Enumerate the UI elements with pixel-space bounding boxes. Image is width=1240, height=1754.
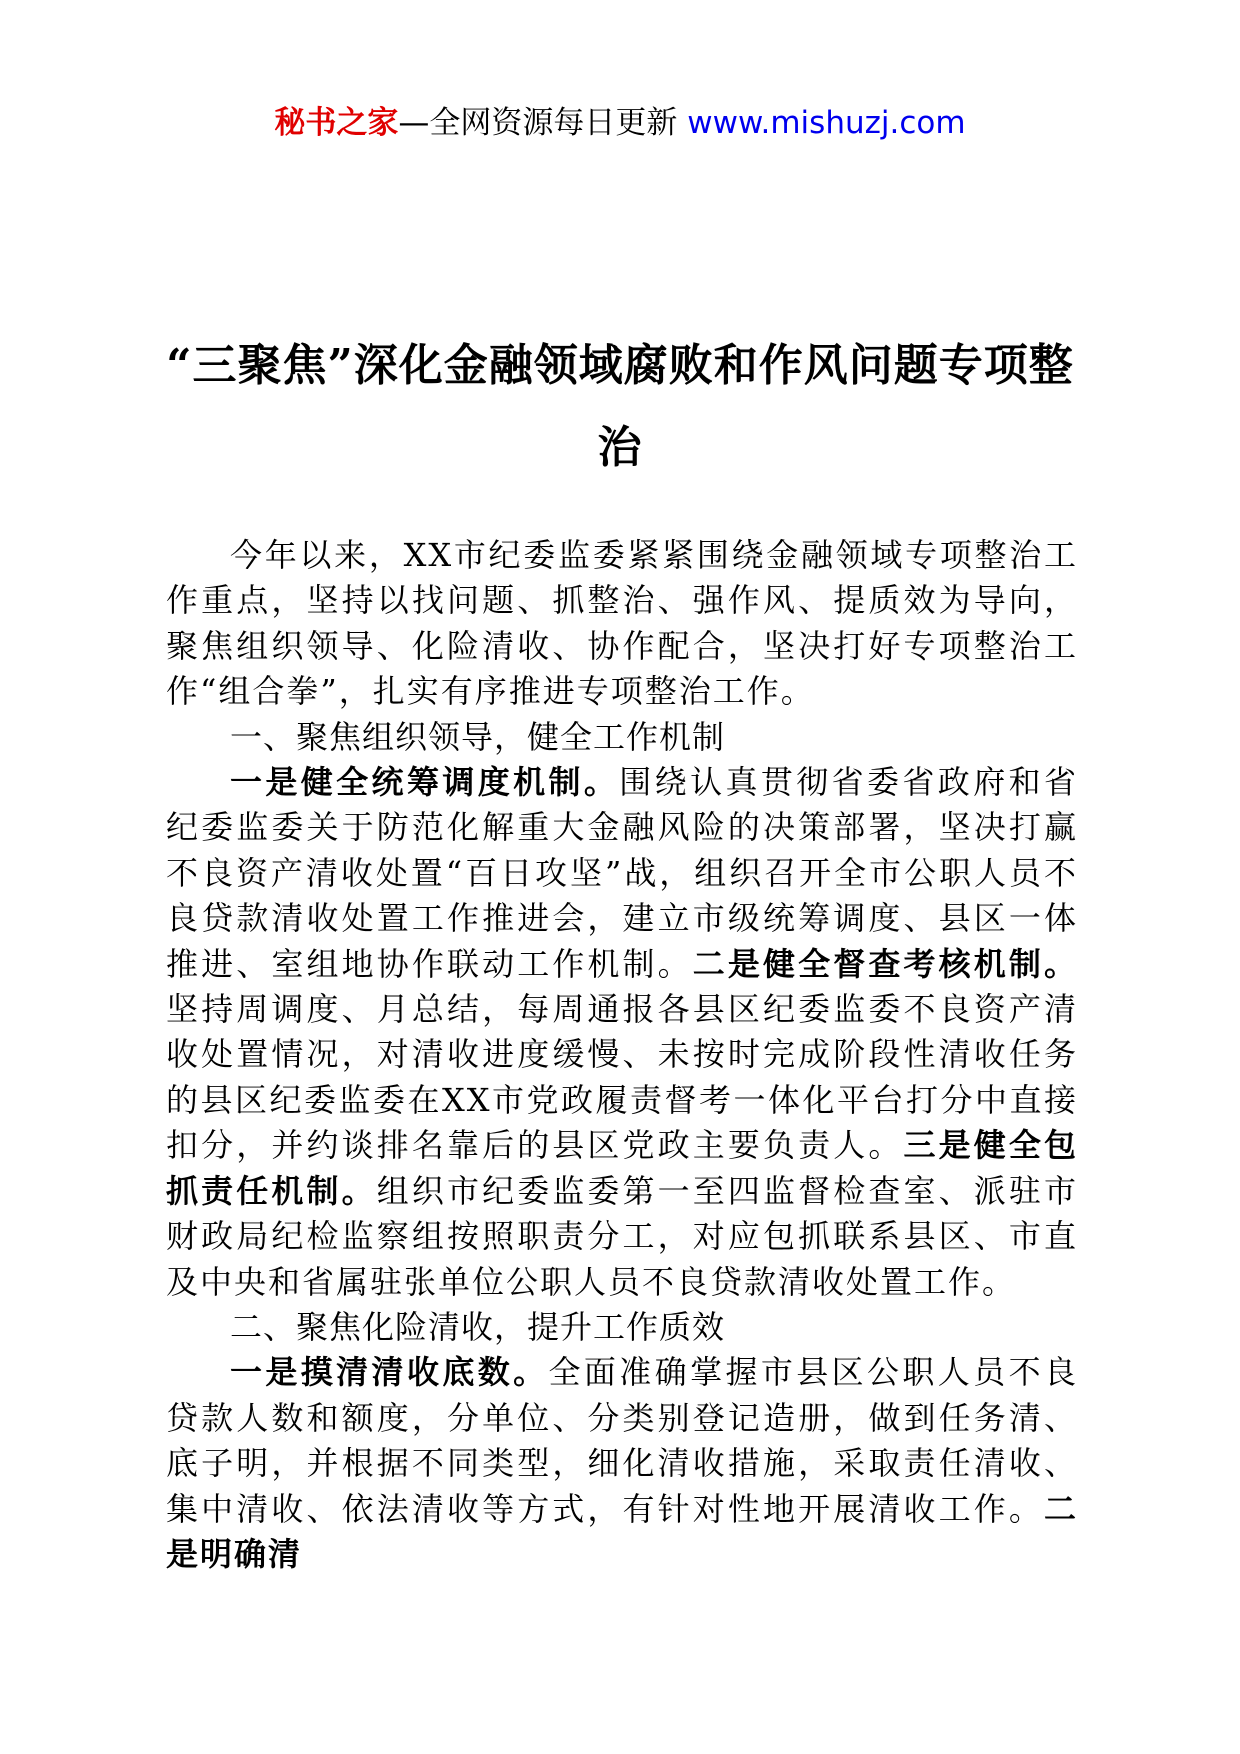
site-header bbox=[0, 100, 1240, 146]
point-text: 组织市纪委监委第一至四监督检查室、派驻市财政局纪检监察组按照职责分工，对应包抓联系县区、市直及中央和省属驻张单位公职人员不良贷款清收处置工作。 bbox=[166, 1171, 1078, 1301]
document-title: “三聚焦”深化金融领域腐败和作风问题专项整治 bbox=[166, 340, 1074, 473]
point-text: 全面准确掌握市县区公职人员不良贷款人数和额度，分单位、分类别登记造册，做到任务清、底子明，并根据不同类型，细化清收措施，采取责任清收、集中清收、依法清收等方式，有针对性地开展清收工作。 bbox=[166, 1353, 1078, 1528]
document-body bbox=[166, 533, 1078, 1577]
point-heading: 二是明确清 bbox=[166, 1489, 1078, 1573]
intro-paragraph: 今年以来，XX市纪委监委紧紧围绕金融领域专项整治工作重点，坚持以找问题、抓整治、强作风、提质效为导向，聚焦组织领导、化险清收、协作配合，坚决打好专项整治工作“组合拳”，扎实有序推进专项整治工作。 bbox=[166, 536, 1078, 711]
point-heading: 一是摸清清收底数。 bbox=[230, 1353, 549, 1392]
point-text: 坚持周调度、月总结，每周通报各县区纪委监委不良资产清收处置情况，对清收进度缓慢、未按时完成阶段性清收任务的县区纪委监委在XX市党政履责督考一体化平台打分中直接扣分，并约谈排名靠后的县区党政主要负责人。 bbox=[166, 990, 1078, 1165]
site-url-link[interactable]: www.mishuzj.com bbox=[687, 105, 966, 141]
section-heading-1: 一、聚焦组织领导，健全工作机制 bbox=[230, 717, 726, 756]
section-heading-2: 二、聚焦化险清收，提升工作质效 bbox=[230, 1307, 726, 1346]
section2-paragraph bbox=[166, 1350, 1078, 1577]
site-tagline: —全网资源每日更新 bbox=[398, 105, 678, 141]
point-text: 围绕认真贯彻省委省政府和省纪委监委关于防范化解重大金融风险的决策部署，坚决打赢不良资产清收处置“百日攻坚”战，组织召开全市公职人员不良贷款清收处置工作推进会，建立市级统筹调度、县区一体推进、室组地协作联动工作机制。 bbox=[166, 763, 1078, 983]
site-brand: 秘书之家 bbox=[274, 105, 399, 141]
point-heading: 一是健全统筹调度机制。 bbox=[230, 763, 620, 802]
point-heading: 三是健全包抓责任机制。 bbox=[166, 1126, 1078, 1210]
section1-paragraph bbox=[166, 760, 1078, 1305]
point-heading: 二是健全督查考核机制。 bbox=[692, 944, 1078, 983]
